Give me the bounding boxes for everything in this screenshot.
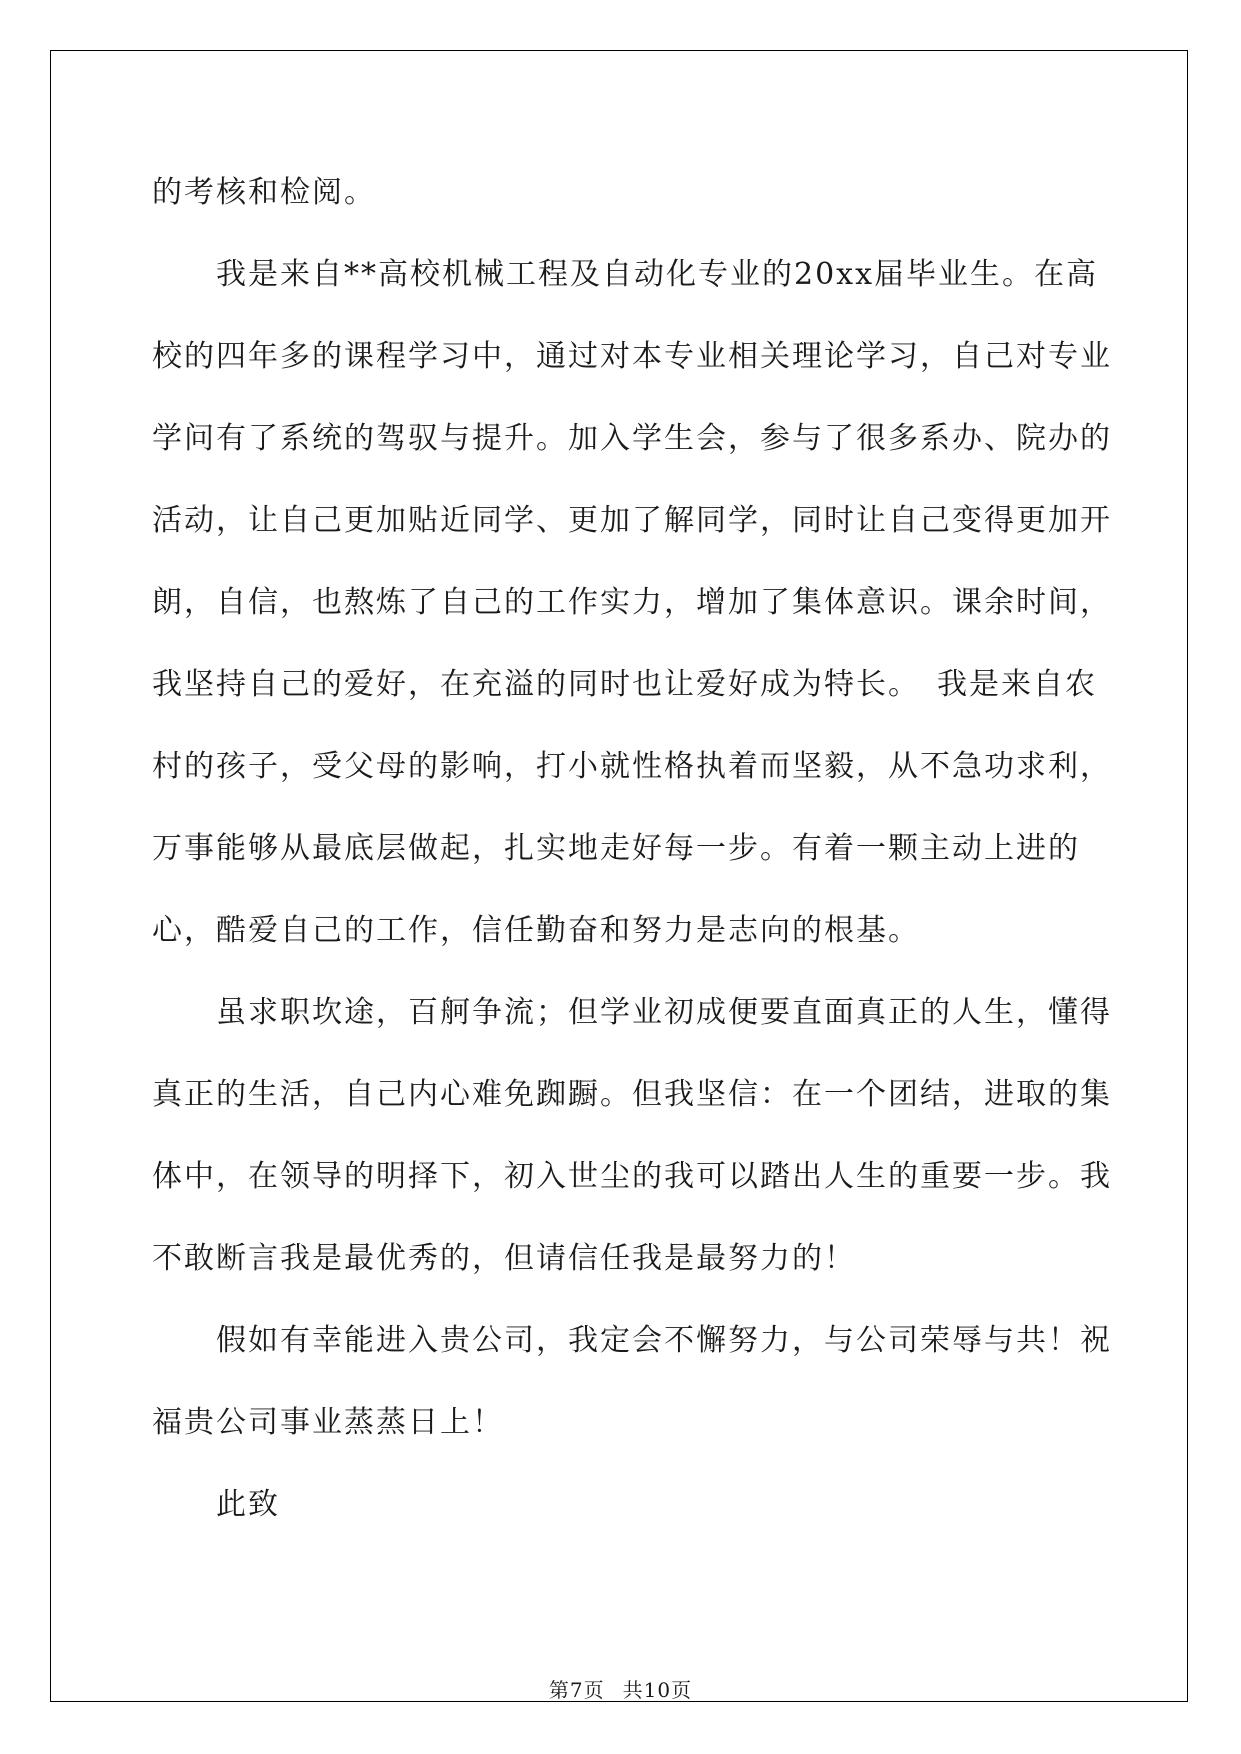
paragraph-job-seeking: 虽求职坎途，百舸争流；但学业初成便要直面真正的人生，懂得真正的生活，自己内心难免踟蹰。但我坚信：在一个团结，进取的集体中，在领导的明择下，初入世尘的我可以踏出人生的重要一步。我不敢断言我是最优秀的，但请信任我是最努力的！ [152, 995, 1112, 1276]
page-number: 第7页 [548, 1678, 605, 1702]
page-total: 共10页 [622, 1678, 693, 1702]
document-body [152, 152, 1112, 1546]
paragraph-continuation: 的考核和检阅。 [152, 175, 376, 210]
paragraph-salutation: 此致 [216, 1487, 280, 1522]
paragraph-self-introduction: 我是来自**高校机械工程及自动化专业的20xx届毕业生。在高校的四年多的课程学习中，通过对本专业相关理论学习，自己对专业学问有了系统的驾驭与提升。加入学生会，参与了很多系办、院办的活动，让自己更加贴近同学、更加了解同学，同时让自己变得更加开朗，自信，也熬炼了自己的工作实力，增加了集体意识。课余时间，我坚持自己的爱好，在充溢的同时也让爱好成为特长。 我是来自农村的孩子，受父母的影响，打小就性格执着而坚毅，从不急功求利，万事能够从最底层做起，扎实地走好每一步。有着一颗主动上进的心，酷爱自己的工作，信任勤奋和努力是志向的根基。 [152, 257, 1112, 948]
paragraph-closing-wish: 假如有幸能进入贵公司，我定会不懈努力，与公司荣辱与共！祝福贵公司事业蒸蒸日上！ [152, 1323, 1112, 1440]
page-footer [0, 1678, 1241, 1702]
